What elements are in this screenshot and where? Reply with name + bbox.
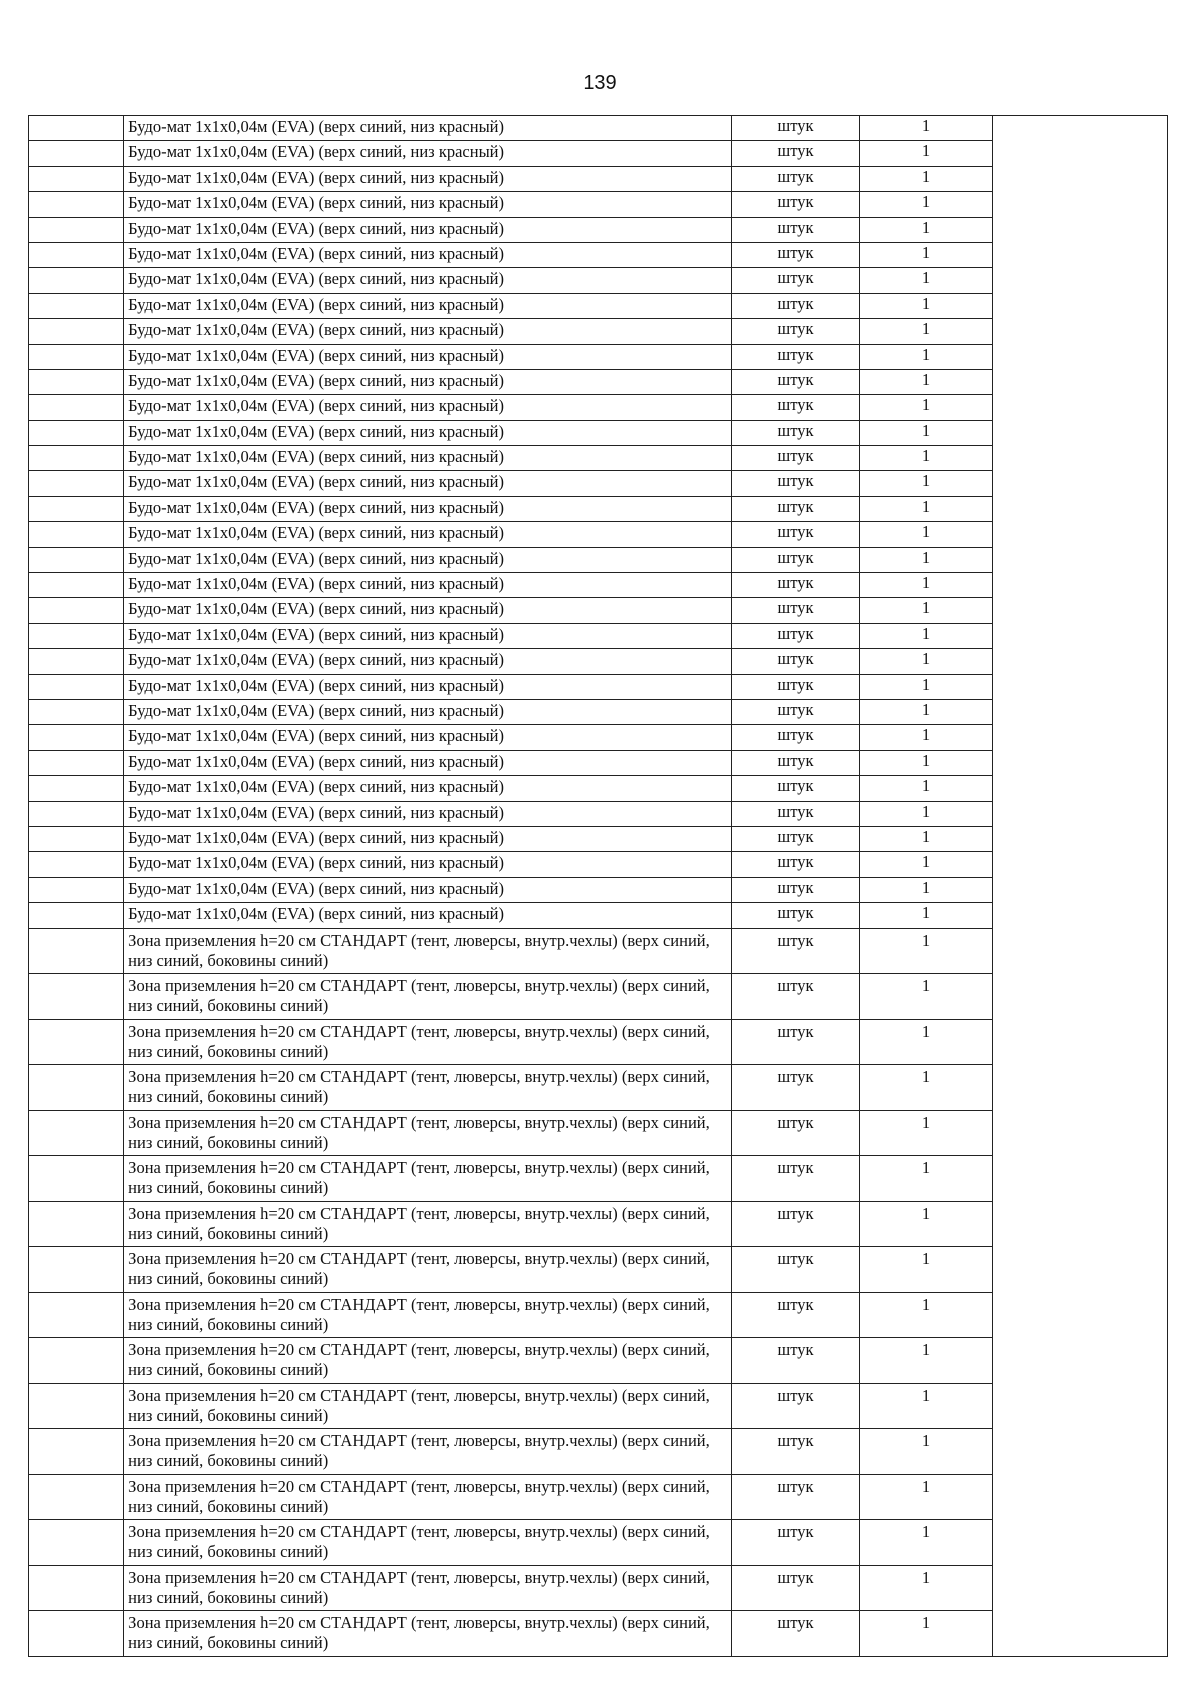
unit-cell <box>732 1338 860 1384</box>
row-number-cell <box>29 369 124 394</box>
unit-label: штук <box>777 369 814 389</box>
item-name-cell: Зона приземления h=20 см СТАНДАРТ (тент, люверсы, внутр.чехлы) (верх синий, низ синий, боковины синий) <box>124 1247 732 1293</box>
unit-cell <box>732 699 860 724</box>
quantity-value: 1 <box>921 1203 931 1223</box>
quantity-value: 1 <box>921 547 931 567</box>
item-name-cell: Будо-мат 1х1х0,04м (EVA) (верх синий, низ красный) <box>124 395 732 420</box>
quantity-cell <box>859 928 992 974</box>
quantity-value: 1 <box>921 826 931 846</box>
unit-label: штук <box>777 522 814 542</box>
unit-label: штук <box>777 852 814 872</box>
quantity-value: 1 <box>921 623 931 643</box>
notes-cell <box>992 116 1167 1657</box>
row-number-cell <box>29 242 124 267</box>
item-name-cell: Будо-мат 1х1х0,04м (EVA) (верх синий, низ красный) <box>124 192 732 217</box>
item-name-cell: Зона приземления h=20 см СТАНДАРТ (тент, люверсы, внутр.чехлы) (верх синий, низ синий, боковины синий) <box>124 1201 732 1247</box>
unit-label: штук <box>777 801 814 821</box>
unit-cell <box>732 623 860 648</box>
quantity-cell <box>859 344 992 369</box>
quantity-value: 1 <box>921 930 931 950</box>
row-number-cell <box>29 1110 124 1156</box>
row-number-cell <box>29 699 124 724</box>
unit-label: штук <box>777 1203 814 1223</box>
quantity-value: 1 <box>921 649 931 669</box>
item-name-cell: Будо-мат 1х1х0,04м (EVA) (верх синий, низ красный) <box>124 217 732 242</box>
unit-label: штук <box>777 1158 814 1177</box>
unit-cell <box>732 649 860 674</box>
quantity-cell <box>859 1201 992 1247</box>
item-name-cell: Будо-мат 1х1х0,04м (EVA) (верх синий, низ красный) <box>124 826 732 851</box>
unit-label: штук <box>777 826 814 846</box>
row-number-cell <box>29 750 124 775</box>
unit-label: штук <box>777 877 814 897</box>
item-name-cell: Зона приземления h=20 см СТАНДАРТ (тент, люверсы, внутр.чехлы) (верх синий, низ синий, боковины синий) <box>124 1520 732 1566</box>
row-number-cell <box>29 116 124 141</box>
quantity-value: 1 <box>921 369 931 389</box>
row-number-cell <box>29 623 124 648</box>
item-name-cell: Будо-мат 1х1х0,04м (EVA) (верх синий, низ красный) <box>124 166 732 191</box>
unit-label: штук <box>777 623 814 643</box>
quantity-value: 1 <box>921 268 931 288</box>
unit-label: штук <box>777 420 814 440</box>
item-name-cell: Будо-мат 1х1х0,04м (EVA) (верх синий, низ красный) <box>124 116 732 141</box>
unit-label: штук <box>777 930 814 950</box>
unit-label: штук <box>777 1613 814 1632</box>
item-name-cell: Будо-мат 1х1х0,04м (EVA) (верх синий, низ красный) <box>124 623 732 648</box>
unit-label: штук <box>777 750 814 770</box>
quantity-value: 1 <box>921 496 931 516</box>
quantity-cell <box>859 1292 992 1338</box>
item-name-cell: Зона приземления h=20 см СТАНДАРТ (тент, люверсы, внутр.чехлы) (верх синий, низ синий, боковины синий) <box>124 1292 732 1338</box>
unit-label: штук <box>777 1067 814 1086</box>
row-number-cell <box>29 974 124 1020</box>
unit-label: штук <box>777 217 814 237</box>
quantity-cell <box>859 1338 992 1384</box>
unit-cell <box>732 1201 860 1247</box>
quantity-cell <box>859 826 992 851</box>
unit-label: штук <box>777 547 814 567</box>
unit-cell <box>732 166 860 191</box>
quantity-cell <box>859 852 992 877</box>
unit-label: штук <box>777 344 814 364</box>
quantity-cell <box>859 699 992 724</box>
item-name-cell: Зона приземления h=20 см СТАНДАРТ (тент, люверсы, внутр.чехлы) (верх синий, низ синий, боковины синий) <box>124 1383 732 1429</box>
unit-cell <box>732 1520 860 1566</box>
unit-cell <box>732 928 860 974</box>
quantity-cell <box>859 649 992 674</box>
row-number-cell <box>29 1201 124 1247</box>
unit-cell <box>732 826 860 851</box>
quantity-cell <box>859 319 992 344</box>
unit-cell <box>732 1019 860 1065</box>
row-number-cell <box>29 1065 124 1111</box>
row-number-cell <box>29 217 124 242</box>
row-number-cell <box>29 166 124 191</box>
quantity-cell <box>859 877 992 902</box>
row-number-cell <box>29 344 124 369</box>
quantity-cell <box>859 496 992 521</box>
unit-cell <box>732 877 860 902</box>
quantity-cell <box>859 166 992 191</box>
row-number-cell <box>29 192 124 217</box>
unit-label: штук <box>777 776 814 796</box>
row-number-cell <box>29 573 124 598</box>
unit-cell <box>732 344 860 369</box>
unit-cell <box>732 369 860 394</box>
quantity-value: 1 <box>921 725 931 745</box>
item-name-cell: Будо-мат 1х1х0,04м (EVA) (верх синий, низ красный) <box>124 268 732 293</box>
item-name-cell: Зона приземления h=20 см СТАНДАРТ (тент, люверсы, внутр.чехлы) (верх синий, низ синий, боковины синий) <box>124 1065 732 1111</box>
quantity-value: 1 <box>921 598 931 618</box>
row-number-cell <box>29 319 124 344</box>
unit-cell <box>732 293 860 318</box>
unit-cell <box>732 420 860 445</box>
item-name-cell: Будо-мат 1х1х0,04м (EVA) (верх синий, низ красный) <box>124 547 732 572</box>
quantity-cell <box>859 598 992 623</box>
quantity-value: 1 <box>921 420 931 440</box>
item-name-cell: Зона приземления h=20 см СТАНДАРТ (тент, люверсы, внутр.чехлы) (верх синий, низ синий, боковины синий) <box>124 1611 732 1657</box>
quantity-value: 1 <box>921 1112 931 1132</box>
item-name-cell: Будо-мат 1х1х0,04м (EVA) (верх синий, низ красный) <box>124 573 732 598</box>
item-name-cell: Зона приземления h=20 см СТАНДАРТ (тент, люверсы, внутр.чехлы) (верх синий, низ синий, боковины синий) <box>124 1156 732 1202</box>
quantity-value: 1 <box>921 877 931 897</box>
item-name-cell: Зона приземления h=20 см СТАНДАРТ (тент, люверсы, внутр.чехлы) (верх синий, низ синий, боковины синий) <box>124 1110 732 1156</box>
quantity-value: 1 <box>921 801 931 821</box>
unit-cell <box>732 1110 860 1156</box>
unit-cell <box>732 268 860 293</box>
quantity-value: 1 <box>921 1431 931 1450</box>
quantity-value: 1 <box>921 344 931 364</box>
item-name-cell: Будо-мат 1х1х0,04м (EVA) (верх синий, низ красный) <box>124 242 732 267</box>
row-number-cell <box>29 674 124 699</box>
table-row <box>29 116 1168 141</box>
quantity-cell <box>859 192 992 217</box>
unit-cell <box>732 1247 860 1293</box>
unit-label: штук <box>777 649 814 669</box>
quantity-value: 1 <box>921 1294 931 1314</box>
quantity-cell <box>859 293 992 318</box>
unit-label: штук <box>777 598 814 618</box>
item-name-cell: Будо-мат 1х1х0,04м (EVA) (верх синий, низ красный) <box>124 725 732 750</box>
unit-cell <box>732 1156 860 1202</box>
quantity-value: 1 <box>921 1340 931 1359</box>
item-name-cell: Будо-мат 1х1х0,04м (EVA) (верх синий, низ красный) <box>124 776 732 801</box>
unit-label: штук <box>777 699 814 719</box>
specification-table <box>28 115 1168 1657</box>
row-number-cell <box>29 446 124 471</box>
row-number-cell <box>29 598 124 623</box>
unit-label: штук <box>777 166 814 186</box>
unit-label: штук <box>777 141 814 161</box>
unit-label: штук <box>777 573 814 593</box>
quantity-value: 1 <box>921 471 931 491</box>
unit-label: штук <box>777 903 814 923</box>
quantity-cell <box>859 776 992 801</box>
item-name-cell: Будо-мат 1х1х0,04м (EVA) (верх синий, низ красный) <box>124 471 732 496</box>
quantity-cell <box>859 395 992 420</box>
row-number-cell <box>29 1520 124 1566</box>
row-number-cell <box>29 1474 124 1520</box>
row-number-cell <box>29 1019 124 1065</box>
item-name-cell: Будо-мат 1х1х0,04м (EVA) (верх синий, низ красный) <box>124 141 732 166</box>
quantity-cell <box>859 1065 992 1111</box>
unit-label: штук <box>777 976 814 995</box>
quantity-cell <box>859 1383 992 1429</box>
unit-cell <box>732 1292 860 1338</box>
unit-cell <box>732 116 860 141</box>
unit-label: штук <box>777 116 814 135</box>
item-name-cell: Зона приземления h=20 см СТАНДАРТ (тент, люверсы, внутр.чехлы) (верх синий, низ синий, боковины синий) <box>124 1338 732 1384</box>
quantity-value: 1 <box>921 319 931 339</box>
unit-cell <box>732 750 860 775</box>
unit-cell <box>732 496 860 521</box>
unit-label: штук <box>777 268 814 288</box>
quantity-cell <box>859 903 992 928</box>
unit-cell <box>732 395 860 420</box>
unit-cell <box>732 1565 860 1611</box>
quantity-cell <box>859 1520 992 1566</box>
unit-cell <box>732 852 860 877</box>
item-name-cell: Будо-мат 1х1х0,04м (EVA) (верх синий, низ красный) <box>124 319 732 344</box>
unit-label: штук <box>777 319 814 339</box>
quantity-cell <box>859 725 992 750</box>
unit-cell <box>732 598 860 623</box>
quantity-value: 1 <box>921 903 931 923</box>
row-number-cell <box>29 1247 124 1293</box>
quantity-value: 1 <box>921 1249 931 1268</box>
unit-cell <box>732 1611 860 1657</box>
row-number-cell <box>29 877 124 902</box>
quantity-value: 1 <box>921 1158 931 1177</box>
item-name-cell: Будо-мат 1х1х0,04м (EVA) (верх синий, низ красный) <box>124 496 732 521</box>
unit-cell <box>732 974 860 1020</box>
quantity-cell <box>859 1019 992 1065</box>
item-name-cell: Будо-мат 1х1х0,04м (EVA) (верх синий, низ красный) <box>124 420 732 445</box>
quantity-cell <box>859 217 992 242</box>
quantity-cell <box>859 547 992 572</box>
quantity-value: 1 <box>921 674 931 694</box>
row-number-cell <box>29 1156 124 1202</box>
item-name-cell: Будо-мат 1х1х0,04м (EVA) (верх синий, низ красный) <box>124 293 732 318</box>
unit-cell <box>732 217 860 242</box>
unit-label: штук <box>777 1112 814 1132</box>
row-number-cell <box>29 1565 124 1611</box>
unit-cell <box>732 141 860 166</box>
quantity-value: 1 <box>921 141 931 161</box>
quantity-value: 1 <box>921 699 931 719</box>
item-name-cell: Будо-мат 1х1х0,04м (EVA) (верх синий, низ красный) <box>124 699 732 724</box>
quantity-cell <box>859 750 992 775</box>
unit-cell <box>732 319 860 344</box>
item-name-cell: Будо-мат 1х1х0,04м (EVA) (верх синий, низ красный) <box>124 446 732 471</box>
unit-label: штук <box>777 1522 814 1541</box>
row-number-cell <box>29 141 124 166</box>
quantity-cell <box>859 1474 992 1520</box>
unit-cell <box>732 192 860 217</box>
quantity-cell <box>859 446 992 471</box>
quantity-cell <box>859 420 992 445</box>
quantity-value: 1 <box>921 852 931 872</box>
quantity-value: 1 <box>921 166 931 186</box>
unit-label: штук <box>777 1567 814 1587</box>
item-name-cell: Будо-мат 1х1х0,04м (EVA) (верх синий, низ красный) <box>124 877 732 902</box>
quantity-value: 1 <box>921 116 931 135</box>
unit-label: штук <box>777 446 814 466</box>
unit-label: штук <box>777 1431 814 1450</box>
unit-cell <box>732 471 860 496</box>
row-number-cell <box>29 547 124 572</box>
quantity-cell <box>859 623 992 648</box>
quantity-value: 1 <box>921 395 931 415</box>
item-name-cell: Будо-мат 1х1х0,04м (EVA) (верх синий, низ красный) <box>124 598 732 623</box>
unit-cell <box>732 446 860 471</box>
quantity-value: 1 <box>921 242 931 262</box>
unit-cell <box>732 725 860 750</box>
quantity-value: 1 <box>921 1567 931 1587</box>
item-name-cell: Будо-мат 1х1х0,04м (EVA) (верх синий, низ красный) <box>124 750 732 775</box>
row-number-cell <box>29 1292 124 1338</box>
quantity-cell <box>859 242 992 267</box>
unit-label: штук <box>777 1249 814 1268</box>
item-name-cell: Зона приземления h=20 см СТАНДАРТ (тент, люверсы, внутр.чехлы) (верх синий, низ синий, боковины синий) <box>124 1429 732 1475</box>
unit-label: штук <box>777 1385 814 1405</box>
row-number-cell <box>29 903 124 928</box>
unit-label: штук <box>777 293 814 313</box>
unit-cell <box>732 1383 860 1429</box>
row-number-cell <box>29 395 124 420</box>
row-number-cell <box>29 776 124 801</box>
unit-label: штук <box>777 471 814 491</box>
unit-cell <box>732 903 860 928</box>
item-name-cell: Будо-мат 1х1х0,04м (EVA) (верх синий, низ красный) <box>124 674 732 699</box>
quantity-cell <box>859 369 992 394</box>
unit-cell <box>732 547 860 572</box>
quantity-cell <box>859 1156 992 1202</box>
item-name-cell: Будо-мат 1х1х0,04м (EVA) (верх синий, низ красный) <box>124 801 732 826</box>
quantity-value: 1 <box>921 976 931 995</box>
quantity-value: 1 <box>921 1067 931 1086</box>
item-name-cell: Будо-мат 1х1х0,04м (EVA) (верх синий, низ красный) <box>124 522 732 547</box>
page-number: 139 <box>583 72 617 94</box>
row-number-cell <box>29 420 124 445</box>
unit-label: штук <box>777 496 814 516</box>
unit-cell <box>732 242 860 267</box>
row-number-cell <box>29 1338 124 1384</box>
quantity-value: 1 <box>921 776 931 796</box>
quantity-value: 1 <box>921 522 931 542</box>
quantity-cell <box>859 1110 992 1156</box>
item-name-cell: Будо-мат 1х1х0,04м (EVA) (верх синий, низ красный) <box>124 903 732 928</box>
row-number-cell <box>29 801 124 826</box>
unit-cell <box>732 573 860 598</box>
unit-label: штук <box>777 1476 814 1496</box>
unit-label: штук <box>777 1294 814 1314</box>
quantity-value: 1 <box>921 1021 931 1041</box>
item-name-cell: Будо-мат 1х1х0,04м (EVA) (верх синий, низ красный) <box>124 852 732 877</box>
item-name-cell: Зона приземления h=20 см СТАНДАРТ (тент, люверсы, внутр.чехлы) (верх синий, низ синий, боковины синий) <box>124 1019 732 1065</box>
quantity-value: 1 <box>921 750 931 770</box>
row-number-cell <box>29 649 124 674</box>
item-name-cell: Зона приземления h=20 см СТАНДАРТ (тент, люверсы, внутр.чехлы) (верх синий, низ синий, боковины синий) <box>124 974 732 1020</box>
quantity-cell <box>859 471 992 496</box>
quantity-cell <box>859 1565 992 1611</box>
unit-cell <box>732 1474 860 1520</box>
quantity-value: 1 <box>921 293 931 313</box>
row-number-cell <box>29 725 124 750</box>
unit-cell <box>732 674 860 699</box>
quantity-cell <box>859 522 992 547</box>
unit-label: штук <box>777 674 814 694</box>
row-number-cell <box>29 1429 124 1475</box>
unit-label: штук <box>777 395 814 415</box>
quantity-value: 1 <box>921 1522 931 1541</box>
row-number-cell <box>29 852 124 877</box>
row-number-cell <box>29 1383 124 1429</box>
quantity-value: 1 <box>921 1385 931 1405</box>
quantity-value: 1 <box>921 217 931 237</box>
quantity-cell <box>859 1611 992 1657</box>
quantity-cell <box>859 573 992 598</box>
quantity-value: 1 <box>921 192 931 212</box>
unit-cell <box>732 522 860 547</box>
row-number-cell <box>29 1611 124 1657</box>
quantity-cell <box>859 141 992 166</box>
quantity-cell <box>859 674 992 699</box>
item-name-cell: Зона приземления h=20 см СТАНДАРТ (тент, люверсы, внутр.чехлы) (верх синий, низ синий, боковины синий) <box>124 928 732 974</box>
quantity-value: 1 <box>921 1476 931 1496</box>
quantity-value: 1 <box>921 446 931 466</box>
unit-label: штук <box>777 1340 814 1359</box>
quantity-cell <box>859 268 992 293</box>
quantity-value: 1 <box>921 1613 931 1632</box>
quantity-cell <box>859 1429 992 1475</box>
quantity-cell <box>859 801 992 826</box>
table-body <box>29 116 1168 1657</box>
quantity-cell <box>859 974 992 1020</box>
item-name-cell: Будо-мат 1х1х0,04м (EVA) (верх синий, низ красный) <box>124 369 732 394</box>
row-number-cell <box>29 522 124 547</box>
unit-cell <box>732 1065 860 1111</box>
unit-label: штук <box>777 725 814 745</box>
item-name-cell: Будо-мат 1х1х0,04м (EVA) (верх синий, низ красный) <box>124 344 732 369</box>
quantity-cell <box>859 1247 992 1293</box>
unit-cell <box>732 776 860 801</box>
item-name-cell: Зона приземления h=20 см СТАНДАРТ (тент, люверсы, внутр.чехлы) (верх синий, низ синий, боковины синий) <box>124 1565 732 1611</box>
unit-cell <box>732 801 860 826</box>
quantity-value: 1 <box>921 573 931 593</box>
row-number-cell <box>29 268 124 293</box>
row-number-cell <box>29 496 124 521</box>
row-number-cell <box>29 826 124 851</box>
unit-cell <box>732 1429 860 1475</box>
unit-label: штук <box>777 242 814 262</box>
quantity-cell <box>859 116 992 141</box>
row-number-cell <box>29 928 124 974</box>
row-number-cell <box>29 471 124 496</box>
row-number-cell <box>29 293 124 318</box>
item-name-cell: Зона приземления h=20 см СТАНДАРТ (тент, люверсы, внутр.чехлы) (верх синий, низ синий, боковины синий) <box>124 1474 732 1520</box>
unit-label: штук <box>777 1021 814 1041</box>
unit-label: штук <box>777 192 814 212</box>
item-name-cell: Будо-мат 1х1х0,04м (EVA) (верх синий, низ красный) <box>124 649 732 674</box>
